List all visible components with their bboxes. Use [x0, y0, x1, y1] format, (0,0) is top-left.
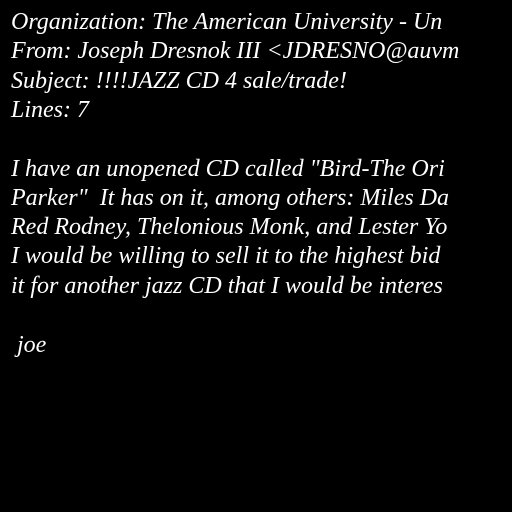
body-line: Red Rodney, Thelonious Monk, and Lester Yo — [11, 214, 448, 240]
body-line: it for another jazz CD that I would be interes — [11, 273, 443, 299]
header-from: From: Joseph Dresnok III <JDRESNO@auvm — [11, 38, 460, 64]
header-organization: Organization: The American University - Un — [11, 9, 443, 35]
body-line: I have an unopened CD called "Bird-The Ori — [11, 156, 445, 182]
body-line: I would be willing to sell it to the highest bid — [11, 243, 441, 269]
body-line: Parker" It has on it, among others: Miles Da — [11, 185, 450, 211]
signature: joe — [11, 332, 47, 358]
header-lines: Lines: 7 — [11, 97, 89, 123]
header-subject: Subject: !!!!JAZZ CD 4 sale/trade! — [11, 68, 347, 94]
